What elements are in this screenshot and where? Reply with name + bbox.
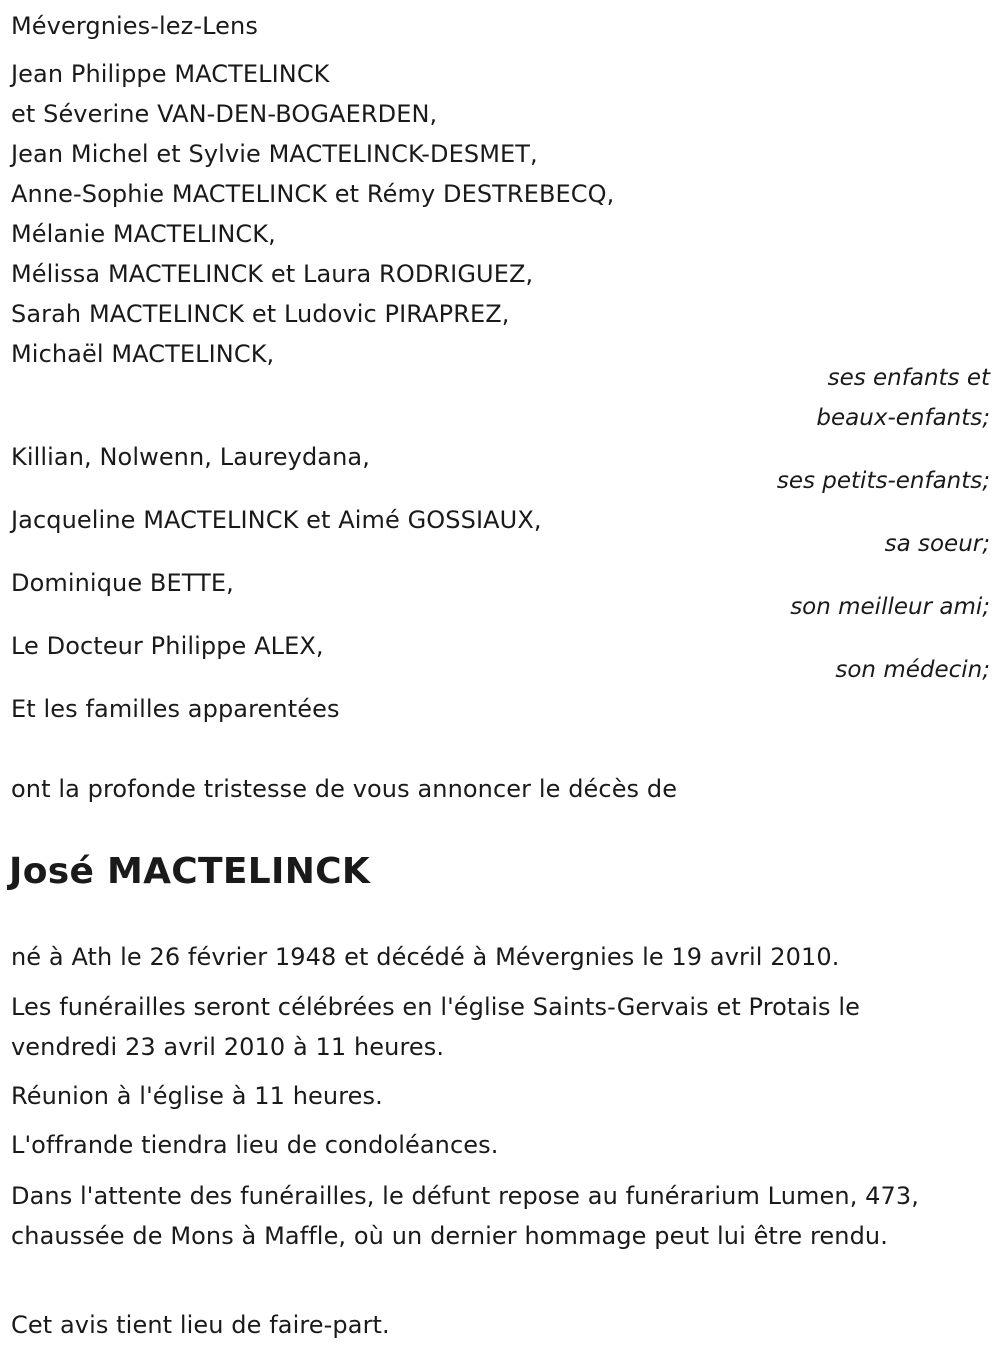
role-sister: sa soeur; — [884, 531, 990, 557]
family-member: Mélissa MACTELINCK et Laura RODRIGUEZ, — [11, 260, 534, 288]
family-member: Sarah MACTELINCK et Ludovic PIRAPREZ, — [11, 300, 510, 328]
announcement: ont la profonde tristesse de vous annoncer le décès de — [11, 775, 678, 803]
meeting-info: Réunion à l'église à 11 heures. — [11, 1082, 383, 1110]
role-children-line1: ses enfants et — [827, 365, 990, 391]
role-friend: son meilleur ami; — [790, 594, 990, 620]
family-member: Mélanie MACTELINCK, — [11, 220, 276, 248]
family-member: Jean Michel et Sylvie MACTELINCK-DESMET, — [11, 140, 538, 168]
family-member: et Séverine VAN-DEN-BOGAERDEN, — [11, 100, 438, 128]
family-member: Michaël MACTELINCK, — [11, 340, 275, 368]
sister: Jacqueline MACTELINCK et Aimé GOSSIAUX, — [11, 506, 542, 534]
role-grandchildren: ses petits-enfants; — [776, 468, 990, 494]
family-member: Anne-Sophie MACTELINCK et Rémy DESTREBECQ, — [11, 180, 615, 208]
family-member: Jean Philippe MACTELINCK — [11, 60, 330, 88]
notice-info: Cet avis tient lieu de faire-part. — [11, 1311, 390, 1339]
best-friend: Dominique BETTE, — [11, 569, 234, 597]
deceased-name: José MACTELINCK — [9, 851, 371, 892]
role-doctor: son médecin; — [835, 657, 990, 683]
role-children-line2: beaux-enfants; — [816, 405, 990, 431]
offering-info: L'offrande tiendra lieu de condoléances. — [11, 1131, 499, 1159]
grandchildren: Killian, Nolwenn, Laureydana, — [11, 443, 370, 471]
location: Mévergnies-lez-Lens — [11, 12, 258, 40]
birth-death: né à Ath le 26 février 1948 et décédé à Mévergnies le 19 avril 2010. — [11, 943, 840, 971]
resting-info: Dans l'attente des funérailles, le défunt repose au funérarium Lumen, 473, chaussée de Mons à Maffle, où un dernier hommage peut lui être rendu. — [11, 1182, 919, 1250]
funeral-info: Les funérailles seront célébrées en l'église Saints-Gervais et Protais le vendredi 23 avril 2010 à 11 heures. — [11, 993, 860, 1061]
other-families: Et les familles apparentées — [11, 695, 340, 723]
doctor: Le Docteur Philippe ALEX, — [11, 632, 324, 660]
